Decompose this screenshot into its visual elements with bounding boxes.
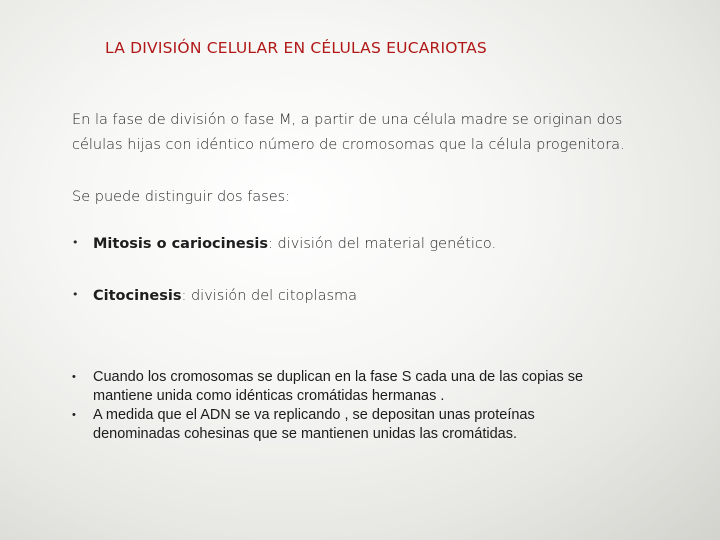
note-line-1: A medida que el ADN se va replicando , se depositan unas proteínas: [93, 407, 535, 423]
phase-term: Citocinesis: [93, 288, 182, 304]
bullet-icon: •: [72, 371, 76, 383]
bullet-icon: •: [72, 288, 79, 301]
bullet-icon: •: [72, 409, 76, 421]
phase-term: Mitosis o cariocinesis: [93, 236, 268, 252]
phase-item-citocinesis: [72, 288, 357, 304]
intro-line-2: células hijas con idéntico número de cromosomas que la célula progenitora.: [72, 137, 625, 153]
note-line-2: denominadas cohesinas que se mantienen unidas las cromátidas.: [93, 426, 517, 442]
phase-description: : división del material genético.: [268, 236, 497, 252]
intro-line-1: En la fase de división o fase M, a partir de una célula madre se originan dos: [72, 112, 623, 128]
phase-item-mitosis: [72, 236, 496, 252]
bullet-icon: •: [72, 236, 79, 249]
note-item: [72, 368, 672, 406]
slide-title: LA DIVISIÓN CELULAR EN CÉLULAS EUCARIOTAS: [105, 39, 487, 57]
phase-description: : división del citoplasma: [181, 288, 358, 304]
note-line-2: mantiene unida como idénticas cromátidas hermanas .: [93, 388, 445, 404]
intro-paragraph: [72, 108, 672, 158]
note-line-1: Cuando los cromosomas se duplican en la fase S cada una de las copias se: [93, 369, 584, 385]
notes-list: [72, 368, 672, 444]
note-item: [72, 406, 672, 444]
phases-intro: Se puede distinguir dos fases:: [72, 189, 291, 205]
